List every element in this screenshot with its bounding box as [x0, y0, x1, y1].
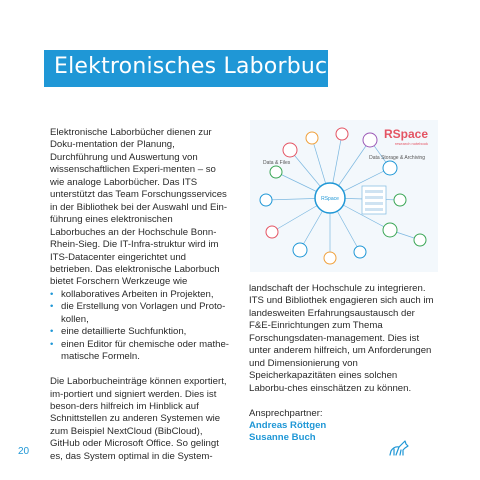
list-item: • einen Editor für chemische oder mathe-matische Formeln. — [50, 338, 229, 363]
data-storage-label: Data Storage & Archiving — [369, 155, 425, 161]
title-banner — [44, 50, 342, 87]
bullet-icon: • — [50, 301, 54, 313]
page-title: Elektronisches Laborbuch — [54, 54, 342, 79]
rspace-logo-subtitle: research notebook — [394, 141, 428, 146]
page-number: 20 — [18, 446, 30, 457]
right-text-column — [249, 283, 435, 445]
contact-name: Andreas Röttgen — [249, 419, 327, 431]
rspace-logo: RSpace — [383, 127, 428, 141]
rspace-diagram — [250, 120, 438, 272]
list-item: • die Erstellung von Vorlagen und Proto-kollen, — [50, 301, 226, 325]
animal-outline-icon — [388, 437, 410, 459]
bullet-icon: • — [50, 326, 54, 338]
list-item: • kollaboratives Arbeiten in Projekten, — [50, 288, 214, 300]
hub-label: RSpace — [321, 196, 339, 202]
contact-name: Susanne Buch — [249, 432, 316, 444]
list-item: • eine detaillierte Suchfunktion, — [50, 326, 187, 338]
left-text-column — [50, 127, 230, 463]
integration-paragraph: landschaft der Hochschule zu integrieren. ITS und Bibliothek engagieren sich auch im landesweiten Erfahrungsaustausch der F&E-Einrichtungen zum Thema Forschungsdaten-management. Dies ist unter anderem hilfreich, um Anforderungen und Dimensionierung von Speicherkapazitäten eines solchen Laborbu-ches einschätzen zu können. — [249, 283, 434, 394]
bullet-icon: • — [50, 338, 54, 350]
data-files-label: Data & Files — [263, 160, 291, 166]
feature-list — [50, 289, 230, 364]
contact-label: Ansprechpartner: — [249, 407, 323, 419]
export-paragraph: Die Laborbucheinträge können exportiert, im-portiert und signiert werden. Dies ist beson-ders hilfreich im Hinblick auf Schnittstellen zu anderen Systemen wie zum Beispiel NextCloud (BibCloud), GitHub oder Microsoft Office. So gelingt es, das System optimal in die System- — [50, 376, 227, 462]
intro-paragraph: Elektronische Laborbücher dienen zur Doku-mentation der Planung, Durchführung und Auswertung von wissenschaftlichen Experi-menten – so wie analoge Laborbücher. Das ITS unterstützt das Team Forschungsservices in der Bibliothek bei der Auswahl und Ein-führung eines elektronischen Laborbuches an der Hochschule Bonn-Rhein-Sieg. Die IT-Infra-struktur wird im ITS-Datacenter eingerichtet und betrieben. Das elektronische Laborbuch bietet Forschern Werkzeuge wie — [50, 127, 228, 288]
bullet-icon: • — [50, 288, 54, 300]
